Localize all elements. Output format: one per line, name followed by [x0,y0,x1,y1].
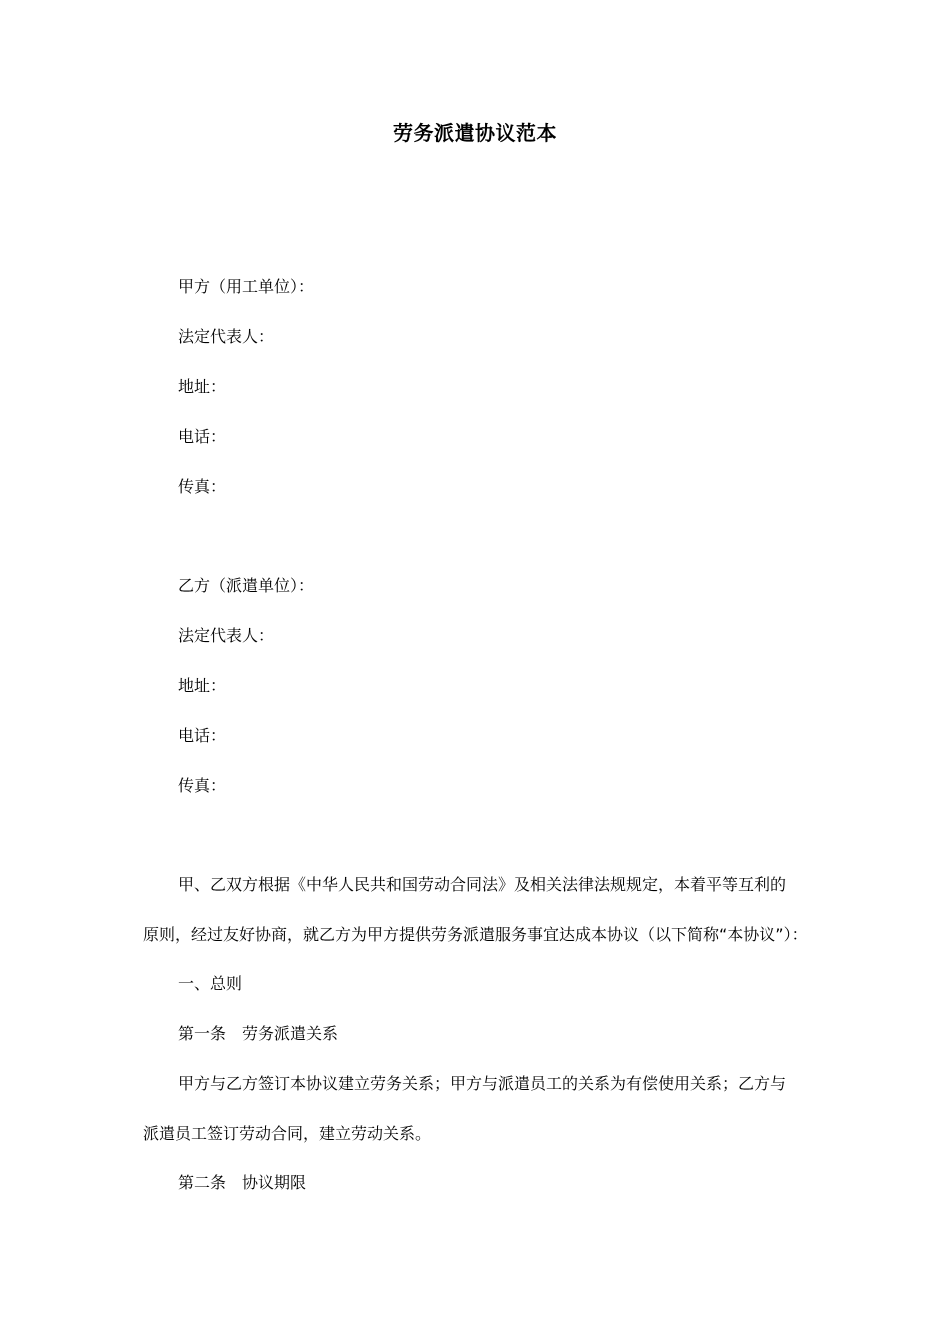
article-1-heading [178,1022,338,1046]
party-a-phone: 电话： [178,427,227,446]
article-2-title: 协议期限 [242,1173,307,1192]
preamble-line-1: 甲、乙双方根据《中华人民共和国劳动合同法》及相关法律法规规定，本着平等互利的 [178,875,787,894]
party-b-fax: 传真： [178,776,227,795]
article-1-number: 第一条 [178,1024,227,1043]
party-b-address: 地址： [178,676,227,695]
party-a-address: 地址： [178,377,227,396]
article-1-body-line-2: 派遣员工签订劳动合同，建立劳动关系。 [143,1124,432,1143]
party-a-label: 甲方（用工单位）： [178,277,315,296]
article-2-heading [178,1171,306,1195]
party-b-label: 乙方（派遣单位）： [178,576,315,595]
party-a-fax: 传真： [178,477,227,496]
party-a-representative: 法定代表人： [178,327,275,346]
article-1-body-line-1: 甲方与乙方签订本协议建立劳务关系；甲方与派遣员工的关系为有偿使用关系；乙方与 [178,1074,787,1093]
document-title: 劳务派遣协议范本 [393,121,557,145]
party-b-representative: 法定代表人： [178,626,275,645]
section-heading-general: 一、总则 [178,974,243,993]
party-b-phone: 电话： [178,726,227,745]
article-1-title: 劳务派遣关系 [242,1024,339,1043]
article-2-number: 第二条 [178,1173,227,1192]
preamble-line-2: 原则，经过友好协商，就乙方为甲方提供劳务派遣服务事宜达成本协议（以下简称“本协议”）： [143,925,808,944]
